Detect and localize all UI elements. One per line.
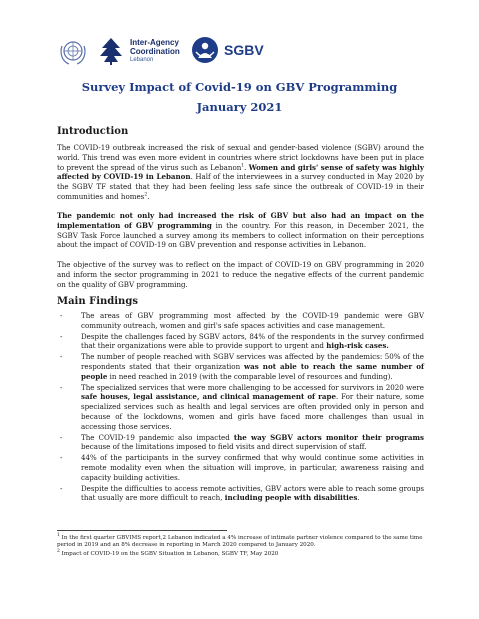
- finding-item: [57, 311, 424, 331]
- footnote-1: [57, 535, 424, 550]
- intro-p2-bold: The pandemic not only had increased the risk of GBV but also had an impact on the implementation of GBV programming: [57, 211, 424, 230]
- finding-7-text-a: Despite the difficulties to access remote activities, GBV actors were able to reach some groups that usually are more difficult to reach,: [81, 483, 424, 503]
- list-dash: -: [60, 311, 63, 320]
- intro-p1-text-c: . Half of the interviewees in a survey conducted in May 2020 by the SGBV TF stated that they had been feeling less safe since the outbreak of COVID-19 in their communities and homes: [57, 172, 424, 201]
- finding-item: [57, 352, 424, 381]
- intro-p2-text: in the country. For this reason, in December 2021, the SGBV Task Force launched a survey among its members to collect information on their perceptions about the impact of COVID-19 on GBV prevention and response activities in Lebanon.: [57, 220, 425, 250]
- finding-7-bold: including people with disabilities: [224, 493, 358, 503]
- finding-5-bold: the way SGBV actors monitor their programs: [233, 432, 424, 442]
- finding-5-text-b: because of the limitations imposed to field visits and direct supervision of staff.: [81, 442, 367, 452]
- list-dash: -: [60, 352, 63, 362]
- finding-4-text-b: . For their nature, some specialized services such as health and legal services are often provided only in person and because of the lockdowns, women and girls have faced more challenges than usual in accessing those services.: [81, 392, 424, 431]
- list-dash: -: [60, 483, 63, 493]
- findings-list: [57, 311, 424, 504]
- sgbv-emblem-icon: [191, 36, 219, 64]
- list-dash: -: [60, 331, 63, 341]
- footnote-1-text: In the first quarter GBVIMS report,2 Lebanon indicated a 4% increase of intimate partner violence compared to the same time period in 2019 and an 8% decrease in reporting in March 2020 compared to January 2020.: [57, 535, 423, 549]
- finding-3-text-b: in need reached in 2019 (with the comparable level of resources and funding).: [107, 371, 393, 381]
- intro-paragraph-3: The objective of the survey was to reflect on the impact of COVID-19 on GBV programming in 2020 and inform the sector programming in 2021 to reduce the negative effects of the current pandemic on the quality of GBV programming.: [57, 260, 424, 289]
- finding-1-text: The areas of GBV programming most affected by the COVID-19 pandemic were GBV community outreach, women and girl's safe spaces activities and case management.: [81, 311, 424, 330]
- intro-p1-bold: Women and girls' sense of safety was highly affected by COVID-19 in Lebanon: [57, 162, 424, 182]
- inter-agency-logo-text: [130, 38, 180, 65]
- list-dash: -: [60, 432, 63, 442]
- finding-item: [57, 332, 424, 352]
- footnote-ref-1: 1: [241, 163, 245, 169]
- sgbv-logo-text: SGBV: [224, 42, 264, 58]
- document-title: Survey Impact of Covid-19 on GBV Programming: [81, 80, 398, 94]
- footnote-1-mark: 1: [57, 533, 60, 539]
- iac-line-1: Inter-Agency: [130, 38, 179, 47]
- list-dash: -: [60, 453, 63, 463]
- intro-p1-text-b: .: [244, 162, 249, 172]
- finding-5-text-a: The COVID-19 pandemic also impacted: [81, 432, 234, 442]
- finding-4-bold: safe houses, legal assistance, and clinical management of rape: [81, 392, 336, 402]
- cedar-tree-icon: [96, 36, 126, 66]
- intro-paragraph-1: [57, 143, 424, 202]
- iac-line-3: Lebanon: [130, 57, 154, 63]
- finding-3-bold: was not able to reach the same number of people: [81, 361, 425, 381]
- finding-2-text: Despite the challenges faced by SGBV actors, 84% of the respondents in the survey confirmed that their organizations were able to provide support to urgent and: [81, 331, 424, 351]
- main-findings-heading: Main Findings: [57, 296, 138, 307]
- un-emblem-icon: [58, 36, 88, 66]
- finding-item: [57, 433, 424, 453]
- intro-p1-text-d: .: [147, 191, 150, 201]
- finding-7-text-b: .: [357, 493, 360, 503]
- iac-line-2: Coordination: [130, 47, 180, 56]
- footnote-2-mark: 2: [57, 549, 60, 555]
- finding-3-text-a: The number of people reached with SGBV services was affected by the pandemics: 50% of the respondents stated that their organization: [81, 352, 424, 371]
- footnote-2: [57, 551, 424, 558]
- introduction-heading: Introduction: [57, 126, 129, 137]
- intro-p1-text-a: The COVID-19 outbreak increased the risk of sexual and gender-based violence (SGBV) around the world. This trend was even more evident in countries where strict lockdowns have been put in place to prevent the spread of the virus such as Lebanon: [57, 143, 424, 172]
- intro-paragraph-2: [57, 211, 424, 250]
- finding-2-bold: high-risk cases.: [326, 341, 389, 351]
- finding-item: [57, 484, 424, 504]
- document-date: January 2021: [196, 100, 283, 114]
- finding-item: [57, 453, 424, 482]
- footnote-divider: [57, 530, 227, 531]
- list-dash: -: [60, 382, 63, 392]
- footnote-2-text: Impact of COVID-19 on the SGBV Situation in Lebanon, SGBV TF, May 2020: [59, 551, 279, 557]
- footnote-ref-2: 2: [144, 192, 148, 198]
- finding-6-text: 44% of the participants in the survey confirmed that why would continue some activities in remote modality even when the situation will improve, in particular, awareness raising and capacity building activities.: [81, 453, 424, 482]
- header: [58, 36, 438, 70]
- finding-item: [57, 383, 424, 432]
- finding-4-text-a: The specialized services that were more challenging to be accessed for survivors in 2020 were: [81, 382, 424, 392]
